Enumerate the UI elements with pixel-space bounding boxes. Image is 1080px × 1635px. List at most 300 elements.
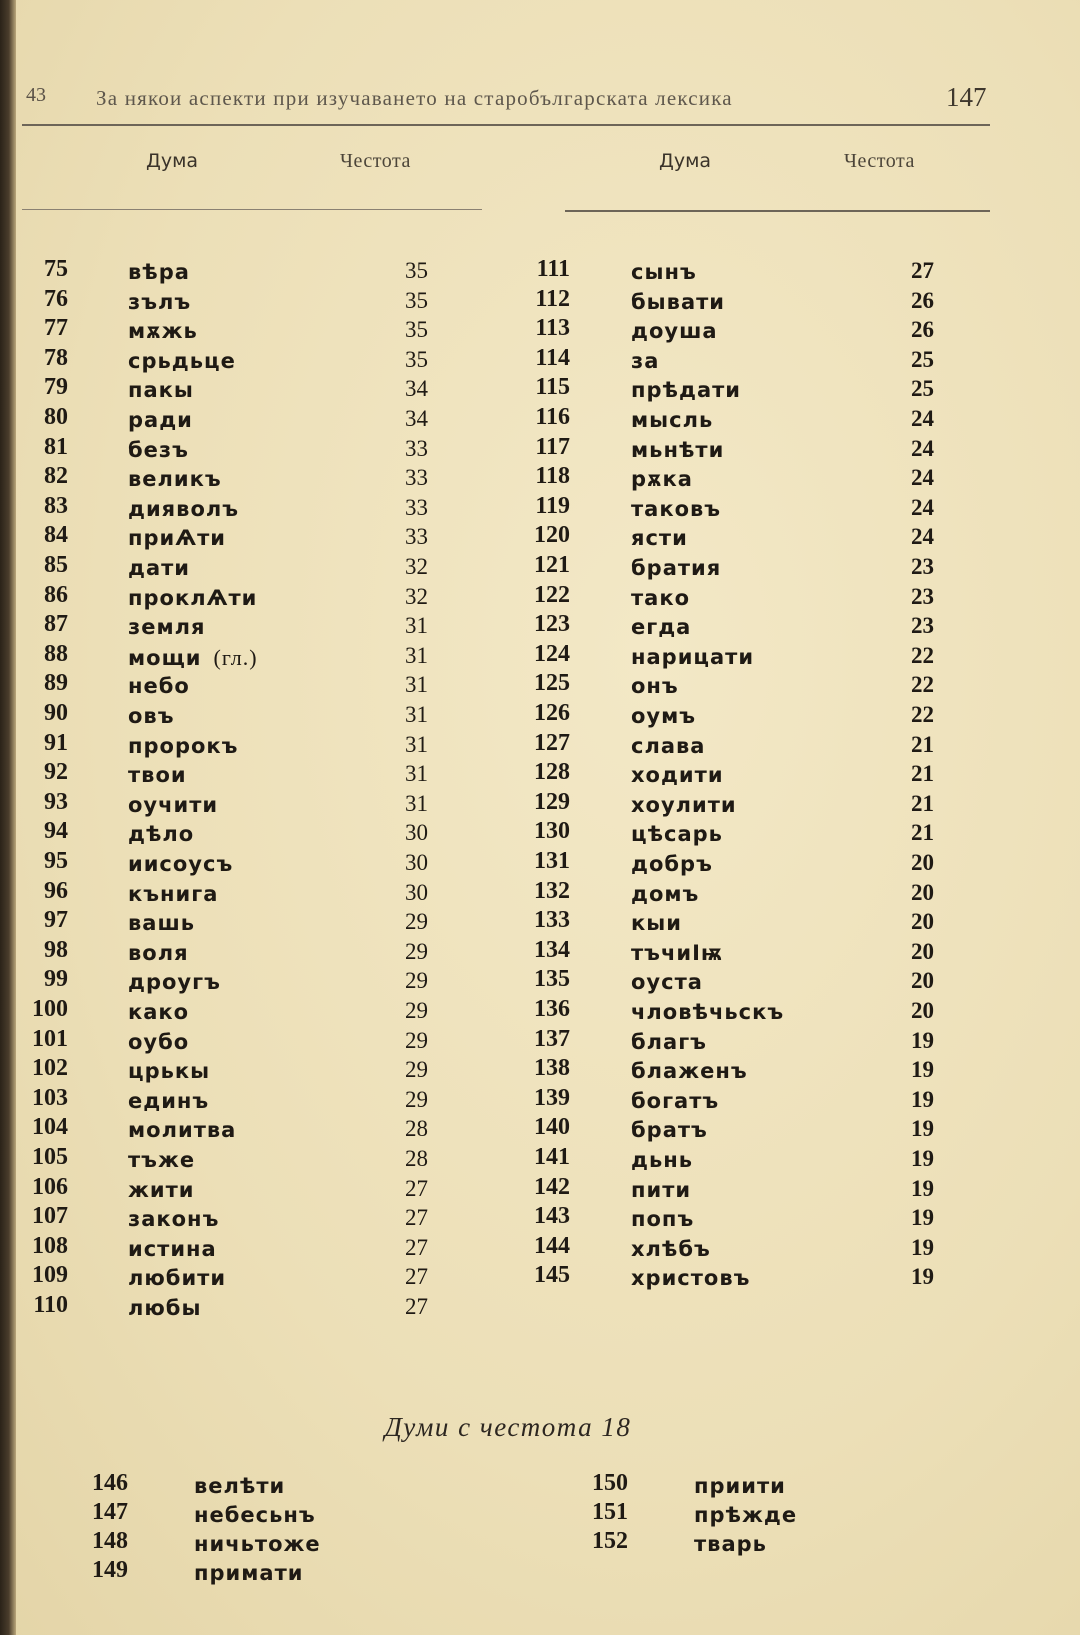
left-word-header: Дума bbox=[146, 150, 199, 172]
entry-frequency: 20 bbox=[911, 998, 934, 1023]
entry-number: 116 bbox=[535, 404, 570, 430]
entry-word bbox=[631, 556, 721, 580]
entry-word bbox=[128, 1296, 201, 1320]
table-row bbox=[0, 1262, 1016, 1292]
entry-frequency: 30 bbox=[405, 879, 428, 905]
entry-number: 144 bbox=[534, 1232, 570, 1259]
entry-word-text: дѣло bbox=[128, 822, 195, 847]
table-row bbox=[0, 582, 1016, 612]
entry-frequency: 29 bbox=[405, 938, 428, 964]
entry-word-text: истина bbox=[128, 1236, 217, 1261]
entry-number: 150 bbox=[592, 1470, 628, 1496]
entry-frequency: 34 bbox=[405, 406, 428, 431]
entry-word-text: ясти bbox=[631, 526, 688, 551]
entry-number: 139 bbox=[534, 1084, 570, 1111]
entry-number: 148 bbox=[92, 1528, 128, 1554]
entry-word: тварь bbox=[694, 1532, 767, 1556]
entry-word-text: рѫка bbox=[631, 467, 693, 492]
entry-word-text: небо bbox=[128, 674, 190, 699]
entry-word-text: дати bbox=[128, 556, 191, 580]
entry-number: 136 bbox=[534, 996, 570, 1022]
entry-word-text: оубо bbox=[128, 1029, 190, 1054]
entry-frequency: 22 bbox=[911, 642, 934, 668]
entry-number: 140 bbox=[534, 1114, 570, 1141]
entry-word-text: егда bbox=[631, 615, 692, 640]
entry-word bbox=[631, 1207, 694, 1231]
entry-word bbox=[631, 260, 697, 284]
entry-frequency: 19 bbox=[911, 1175, 934, 1201]
table-row bbox=[0, 996, 1016, 1026]
entry-number: 75 bbox=[44, 256, 68, 282]
entry-frequency: 29 bbox=[405, 1057, 428, 1083]
header-left-page-number: 43 bbox=[26, 84, 46, 106]
entry-word-text: оумъ bbox=[631, 704, 697, 728]
entry-number: 101 bbox=[32, 1025, 68, 1052]
entry-number: 89 bbox=[44, 670, 68, 697]
entry-word bbox=[631, 290, 725, 314]
entry-word-text: овъ bbox=[128, 704, 175, 728]
entry-frequency: 24 bbox=[911, 524, 934, 550]
table-row bbox=[0, 907, 1016, 937]
page-number: 147 bbox=[946, 82, 987, 112]
entry-word-text: благъ bbox=[631, 1029, 707, 1054]
table-row bbox=[0, 670, 1016, 700]
entry-frequency: 26 bbox=[911, 287, 934, 313]
running-header bbox=[0, 80, 1000, 124]
entry-frequency: 27 bbox=[405, 1234, 428, 1260]
entry-word bbox=[631, 882, 699, 906]
table-row bbox=[0, 1233, 1016, 1263]
table-row bbox=[0, 493, 1016, 523]
entry-number: 98 bbox=[44, 936, 68, 963]
entry-word-text: молитва bbox=[128, 1118, 237, 1143]
table-row bbox=[0, 404, 1016, 434]
entry-frequency: 22 bbox=[911, 672, 934, 698]
entry-word-text: тъчиІѭ bbox=[631, 940, 724, 965]
entry-frequency: 35 bbox=[405, 346, 428, 372]
entry-word-text: сынъ bbox=[631, 260, 697, 284]
entry-number: 147 bbox=[92, 1499, 128, 1525]
entry-frequency: 21 bbox=[911, 820, 934, 846]
table-header-rule-right bbox=[565, 210, 990, 212]
entry-word-text: жити bbox=[128, 1177, 195, 1202]
entry-word bbox=[631, 674, 679, 698]
entry-number: 113 bbox=[535, 315, 570, 342]
entry-word-text: мьнѣти bbox=[631, 437, 725, 462]
entry-word bbox=[631, 497, 721, 521]
entry-word-text: срьдьце bbox=[128, 348, 236, 373]
entry-number: 141 bbox=[534, 1144, 570, 1170]
entry-number: 131 bbox=[534, 848, 570, 874]
entry-number: 135 bbox=[534, 966, 570, 993]
entry-frequency: 33 bbox=[405, 435, 428, 461]
entry-number: 114 bbox=[535, 344, 570, 371]
entry-number: 84 bbox=[44, 522, 68, 549]
entry-word-text: домъ bbox=[631, 881, 700, 906]
table-row bbox=[0, 315, 1016, 345]
entry-word-text: блаженъ bbox=[631, 1059, 748, 1084]
entry-word bbox=[631, 734, 705, 758]
entry-number: 97 bbox=[44, 907, 68, 934]
entry-word bbox=[631, 1178, 691, 1202]
entry-number: 99 bbox=[44, 966, 68, 993]
entry-frequency: 30 bbox=[405, 820, 428, 846]
entry-word-text: добръ bbox=[631, 852, 713, 876]
entry-number: 82 bbox=[44, 463, 68, 490]
entry-word-text: дьнь bbox=[631, 1148, 694, 1172]
list-item bbox=[0, 1470, 1016, 1499]
entry-word-text: мѫжь bbox=[128, 319, 198, 344]
entry-frequency: 28 bbox=[405, 1146, 428, 1171]
table-row bbox=[0, 522, 1016, 552]
entry-word bbox=[631, 852, 713, 876]
table-row bbox=[0, 1085, 1016, 1115]
entry-number: 115 bbox=[535, 374, 570, 401]
entry-frequency: 27 bbox=[405, 1205, 428, 1231]
list-item bbox=[0, 1528, 1016, 1557]
entry-word bbox=[631, 1266, 750, 1290]
entry-number: 108 bbox=[32, 1232, 68, 1259]
entry-number: 87 bbox=[44, 611, 68, 638]
entry-frequency: 24 bbox=[911, 494, 934, 520]
entry-number: 102 bbox=[32, 1055, 68, 1082]
entry-word bbox=[631, 1000, 784, 1024]
entry-frequency: 19 bbox=[911, 1234, 934, 1260]
entry-frequency: 31 bbox=[405, 613, 428, 639]
entry-frequency: 33 bbox=[405, 465, 428, 491]
entry-frequency: 29 bbox=[405, 968, 428, 994]
entry-frequency: 19 bbox=[911, 1086, 934, 1112]
entry-word bbox=[631, 615, 691, 639]
entry-word-text: твои bbox=[128, 763, 187, 788]
entry-word-text: оучити bbox=[128, 792, 219, 817]
table-row bbox=[0, 1026, 1016, 1056]
entry-number: 130 bbox=[534, 818, 570, 845]
entry-number: 91 bbox=[44, 729, 68, 756]
entry-number: 119 bbox=[535, 492, 570, 519]
entry-frequency: 19 bbox=[911, 1205, 934, 1231]
entry-word-text: цѣсарь bbox=[631, 822, 723, 847]
entry-word bbox=[631, 526, 688, 550]
entry-number: 121 bbox=[534, 552, 570, 578]
entry-word-text: кънига bbox=[128, 881, 219, 906]
entry-word-text: хоулити bbox=[631, 792, 737, 817]
table-row bbox=[0, 463, 1016, 493]
table-row bbox=[0, 1174, 1016, 1204]
entry-frequency: 29 bbox=[405, 998, 428, 1023]
entry-word bbox=[631, 763, 724, 787]
entry-frequency: 19 bbox=[911, 1116, 934, 1142]
list-item bbox=[0, 1557, 1016, 1586]
entry-number: 126 bbox=[534, 700, 570, 726]
entry-number: 118 bbox=[535, 463, 570, 490]
entry-frequency: 19 bbox=[911, 1146, 934, 1171]
entry-frequency: 19 bbox=[911, 1264, 934, 1290]
entry-number: 112 bbox=[535, 285, 570, 312]
entry-number: 93 bbox=[44, 788, 68, 815]
table-row bbox=[0, 878, 1016, 908]
entry-word-text: за bbox=[631, 348, 660, 373]
entry-number: 96 bbox=[44, 877, 68, 904]
table-row bbox=[0, 1055, 1016, 1085]
entry-frequency: 25 bbox=[911, 376, 934, 402]
entry-number: 90 bbox=[44, 700, 68, 726]
entry-number: 111 bbox=[536, 256, 570, 282]
entry-number: 81 bbox=[44, 433, 68, 460]
entry-word-text: таковъ bbox=[631, 496, 722, 521]
entry-frequency: 35 bbox=[405, 258, 428, 283]
table-row bbox=[0, 937, 1016, 967]
entry-note: (гл.) bbox=[213, 644, 258, 670]
list-item bbox=[0, 1499, 1016, 1528]
entry-number: 132 bbox=[534, 877, 570, 904]
entry-number: 80 bbox=[44, 404, 68, 430]
entry-number: 138 bbox=[534, 1055, 570, 1082]
entry-word-text: любы bbox=[128, 1296, 202, 1320]
table-row bbox=[0, 374, 1016, 404]
entry-word-text: пророкъ bbox=[128, 733, 239, 758]
entry-word-text: безъ bbox=[128, 437, 189, 462]
entry-word: небесьнъ bbox=[194, 1503, 316, 1527]
entry-frequency: 27 bbox=[405, 1264, 428, 1290]
entry-word bbox=[631, 911, 682, 935]
entry-word-text: единъ bbox=[128, 1088, 210, 1113]
entry-word-text: богатъ bbox=[631, 1088, 720, 1113]
entry-frequency: 21 bbox=[911, 731, 934, 757]
entry-word-text: братия bbox=[631, 556, 722, 580]
right-word-header: Дума bbox=[659, 150, 712, 172]
entry-frequency: 33 bbox=[405, 494, 428, 520]
entry-frequency: 27 bbox=[911, 258, 934, 283]
entry-word-text: попъ bbox=[631, 1207, 695, 1232]
entry-word bbox=[631, 467, 693, 491]
entry-number: 142 bbox=[534, 1173, 570, 1200]
table-row bbox=[0, 1114, 1016, 1144]
table-row bbox=[0, 552, 1016, 582]
entry-frequency: 24 bbox=[911, 465, 934, 491]
entry-word-text: воля bbox=[128, 940, 189, 965]
entry-number: 107 bbox=[32, 1203, 68, 1230]
entry-number: 105 bbox=[32, 1144, 68, 1170]
entry-number: 137 bbox=[534, 1025, 570, 1052]
entry-frequency: 31 bbox=[405, 672, 428, 698]
entry-frequency: 33 bbox=[405, 524, 428, 550]
table-row bbox=[0, 730, 1016, 760]
table-row bbox=[0, 966, 1016, 996]
entry-word bbox=[631, 1059, 748, 1083]
right-freq-header: Честота bbox=[844, 150, 915, 172]
entry-word-text: дроугъ bbox=[128, 970, 221, 995]
entry-frequency: 23 bbox=[911, 554, 934, 579]
entry-frequency: 34 bbox=[405, 376, 428, 402]
entry-word-text: зълъ bbox=[128, 289, 192, 314]
entry-number: 104 bbox=[32, 1114, 68, 1141]
entry-word bbox=[631, 1118, 708, 1142]
entry-frequency: 20 bbox=[911, 879, 934, 905]
entry-number: 109 bbox=[32, 1262, 68, 1289]
entry-number: 103 bbox=[32, 1084, 68, 1111]
entry-number: 110 bbox=[33, 1292, 68, 1318]
entry-frequency: 29 bbox=[405, 909, 428, 935]
entry-frequency: 20 bbox=[911, 968, 934, 994]
entry-word-text: пити bbox=[631, 1177, 692, 1202]
entry-frequency: 31 bbox=[405, 702, 428, 727]
entry-word bbox=[631, 1089, 719, 1113]
entry-number: 152 bbox=[592, 1528, 628, 1554]
entry-word-text: ради bbox=[128, 408, 193, 432]
entry-frequency: 20 bbox=[911, 909, 934, 935]
entry-word bbox=[631, 319, 718, 343]
entry-frequency: 32 bbox=[405, 583, 428, 609]
entry-frequency: 35 bbox=[405, 287, 428, 313]
entry-frequency: 29 bbox=[405, 1027, 428, 1053]
table-row bbox=[0, 345, 1016, 375]
entry-frequency: 31 bbox=[405, 761, 428, 787]
entry-word bbox=[631, 586, 690, 610]
entry-number: 76 bbox=[44, 285, 68, 312]
entry-word-text: нарицати bbox=[631, 644, 755, 669]
entry-number: 120 bbox=[534, 522, 570, 549]
entry-frequency: 27 bbox=[405, 1294, 428, 1319]
entry-number: 134 bbox=[534, 936, 570, 963]
entry-number: 85 bbox=[44, 552, 68, 578]
entry-word-text: земля bbox=[128, 615, 206, 640]
entry-frequency: 21 bbox=[911, 761, 934, 787]
entry-word-text: пакы bbox=[128, 378, 194, 403]
header-rule bbox=[22, 124, 990, 126]
table-row bbox=[0, 1144, 1016, 1174]
entry-number: 124 bbox=[534, 640, 570, 667]
entry-word bbox=[631, 704, 696, 728]
entry-word bbox=[631, 822, 723, 846]
entry-frequency: 29 bbox=[405, 1086, 428, 1112]
entry-word bbox=[631, 970, 703, 994]
entry-word-text: онъ bbox=[631, 674, 679, 699]
entry-number: 129 bbox=[534, 788, 570, 815]
entry-word-text: бывати bbox=[631, 289, 725, 314]
entry-number: 77 bbox=[44, 315, 68, 342]
entry-word: велѣти bbox=[194, 1474, 286, 1498]
entry-number: 92 bbox=[44, 759, 68, 786]
entry-number: 117 bbox=[535, 433, 570, 460]
entry-frequency: 30 bbox=[405, 850, 428, 875]
entry-word bbox=[631, 1148, 693, 1172]
entry-word-text: како bbox=[128, 1000, 190, 1024]
entry-number: 146 bbox=[92, 1470, 128, 1496]
entry-frequency: 20 bbox=[911, 938, 934, 964]
entry-word-text: слава bbox=[631, 733, 706, 758]
entry-word-text: вѣра bbox=[128, 260, 190, 284]
running-title: За някои аспекти при изучаването на старобългарската лексика bbox=[96, 86, 733, 110]
entry-frequency: 27 bbox=[405, 1175, 428, 1201]
entry-word: примати bbox=[194, 1561, 304, 1585]
entry-number: 122 bbox=[534, 581, 570, 608]
entry-number: 95 bbox=[44, 848, 68, 874]
entry-number: 86 bbox=[44, 581, 68, 608]
table-row bbox=[0, 641, 1016, 671]
entry-word-text: кыи bbox=[631, 911, 682, 936]
entry-frequency: 25 bbox=[911, 346, 934, 372]
entry-word bbox=[631, 349, 659, 373]
entry-frequency: 31 bbox=[405, 731, 428, 757]
entry-number: 123 bbox=[534, 611, 570, 638]
entry-word-text: братъ bbox=[631, 1118, 708, 1143]
entry-word-text: чловѣчьскъ bbox=[631, 1000, 785, 1024]
entry-frequency: 31 bbox=[405, 790, 428, 816]
table-row bbox=[0, 789, 1016, 819]
entry-word bbox=[631, 438, 724, 462]
entry-word-text: хлѣбъ bbox=[631, 1236, 711, 1261]
entry-word-text: прѣдати bbox=[631, 378, 742, 403]
entry-word bbox=[631, 645, 754, 669]
entry-frequency: 21 bbox=[911, 790, 934, 816]
entry-number: 128 bbox=[534, 759, 570, 786]
table-row bbox=[0, 1292, 1016, 1322]
entry-word-text: христовъ bbox=[631, 1266, 751, 1291]
entry-frequency: 35 bbox=[405, 317, 428, 343]
table-row bbox=[0, 848, 1016, 878]
entry-word bbox=[631, 1237, 711, 1261]
entry-frequency: 19 bbox=[911, 1027, 934, 1053]
entry-word bbox=[631, 793, 737, 817]
entry-word-text: ходити bbox=[631, 763, 724, 788]
entry-word-text: тако bbox=[631, 585, 691, 610]
table-row bbox=[0, 818, 1016, 848]
entry-frequency: 26 bbox=[911, 317, 934, 343]
entry-word-text: проклѦти bbox=[128, 585, 258, 610]
table-row bbox=[0, 286, 1016, 316]
table-row bbox=[0, 611, 1016, 641]
entry-word-text: оуста bbox=[631, 970, 703, 995]
entry-number: 127 bbox=[534, 729, 570, 756]
entry-word-text: законъ bbox=[128, 1207, 220, 1232]
entry-word-text: вашь bbox=[128, 911, 196, 936]
table-row bbox=[0, 759, 1016, 789]
entry-word: ничьтоже bbox=[194, 1532, 321, 1556]
entry-word bbox=[631, 941, 723, 965]
entry-number: 125 bbox=[534, 670, 570, 697]
entry-word-text: дияволъ bbox=[128, 496, 240, 521]
entry-word-text: иисоусъ bbox=[128, 852, 234, 876]
entry-number: 151 bbox=[592, 1499, 628, 1525]
section-title: Думи с честота 18 bbox=[384, 1412, 632, 1442]
table-row bbox=[0, 434, 1016, 464]
entry-word-text: приѦти bbox=[128, 526, 226, 551]
entry-number: 149 bbox=[92, 1557, 128, 1583]
entry-word bbox=[631, 378, 741, 402]
entry-number: 145 bbox=[534, 1262, 570, 1289]
entry-number: 78 bbox=[44, 344, 68, 371]
entry-word-text: црькы bbox=[128, 1059, 211, 1084]
entry-frequency: 20 bbox=[911, 850, 934, 875]
entry-word-text: мысль bbox=[631, 408, 714, 432]
left-freq-header: Честота bbox=[340, 150, 411, 172]
entry-frequency: 23 bbox=[911, 583, 934, 609]
entry-word-text: доуша bbox=[631, 319, 718, 344]
entry-frequency: 28 bbox=[405, 1116, 428, 1142]
entry-number: 79 bbox=[44, 374, 68, 401]
entry-word: прѣжде bbox=[694, 1503, 798, 1527]
entry-word bbox=[631, 408, 713, 432]
entry-frequency: 19 bbox=[911, 1057, 934, 1083]
entry-number: 143 bbox=[534, 1203, 570, 1230]
entry-number: 94 bbox=[44, 818, 68, 845]
entry-frequency: 24 bbox=[911, 435, 934, 461]
entry-number: 106 bbox=[32, 1173, 68, 1200]
entry-word-text: мощи bbox=[128, 645, 202, 670]
entry-frequency: 31 bbox=[405, 642, 428, 668]
entry-number: 133 bbox=[534, 907, 570, 934]
